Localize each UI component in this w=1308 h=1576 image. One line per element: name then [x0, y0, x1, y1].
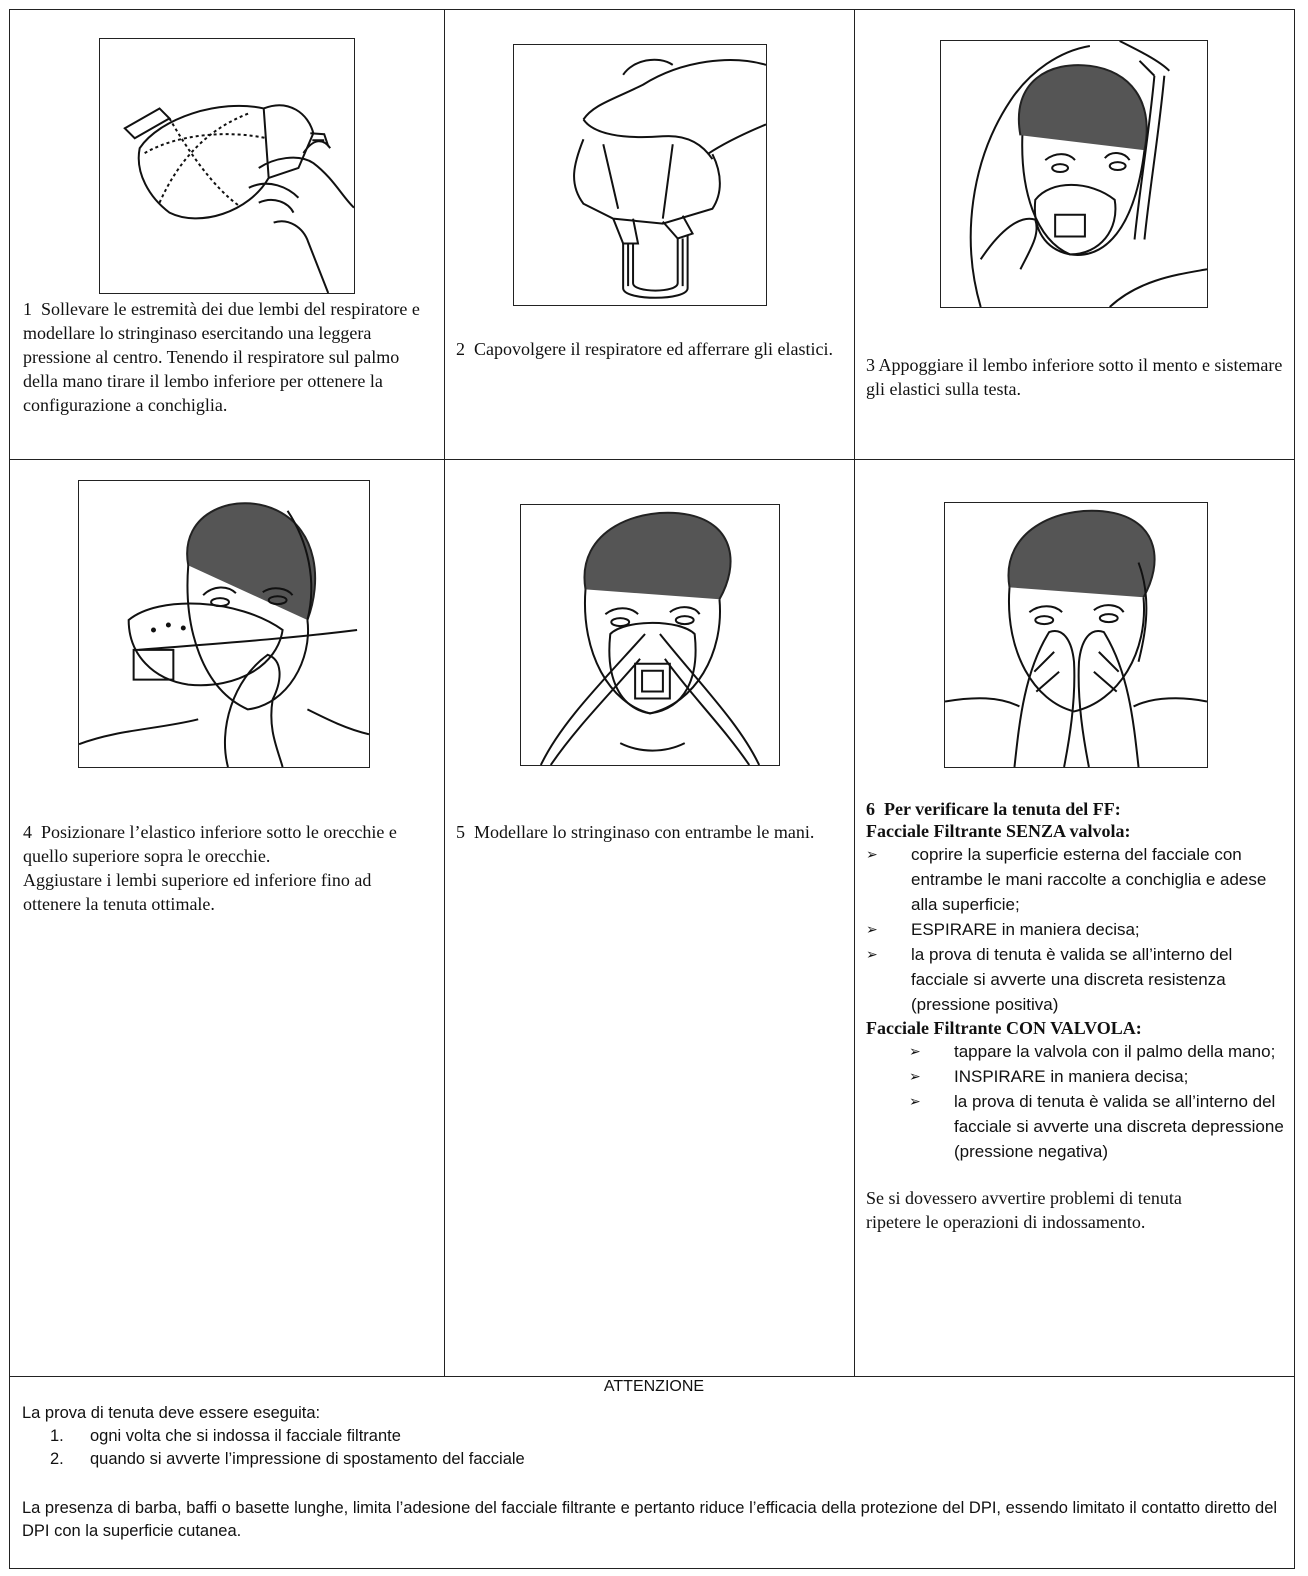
arrow-bullet-icon: ➢ — [866, 946, 878, 962]
step-text: Appoggiare il lembo inferiore sotto il mento e sistemare gli elastici sulla testa. — [866, 355, 1283, 399]
attention-intro: La prova di tenuta deve essere eseguita: — [22, 1404, 321, 1422]
step-2-illustration — [513, 44, 767, 306]
step-number: 1 — [23, 299, 32, 319]
step-4-illustration — [78, 480, 370, 768]
row-divider — [9, 1376, 1295, 1377]
row-divider — [9, 459, 1295, 460]
arrow-bullet-icon: ➢ — [909, 1093, 921, 1109]
arrow-bullet-icon: ➢ — [866, 921, 878, 937]
column-divider — [444, 9, 445, 1377]
attention-note: La presenza di barba, baffi o basette lunghe, limita l’adesione del facciale filtrante e pertanto riduce l’efficacia della protezione del DPI, essendo limitato il contatto diretto del DPI con la superficie cutanea. — [22, 1499, 1278, 1540]
step-number: 2 — [456, 339, 465, 359]
step-text: Posizionare l’elastico inferiore sotto le orecchie e quello superiore sopra le orecchie. — [23, 822, 397, 866]
step-text: Capovolgere il respiratore ed afferrare gli elastici. — [474, 339, 833, 359]
step-number: 3 — [866, 355, 875, 375]
step-1-illustration — [99, 38, 355, 294]
step-text-continued: Aggiustare i lembi superiore ed inferiore fino ad ottenere la tenuta ottimale. — [23, 870, 372, 914]
step-6-illustration — [944, 502, 1208, 768]
step-text: Modellare lo stringinaso con entrambe le mani. — [474, 822, 815, 842]
list-item: ➢ tappare la valvola con il palmo della mano; — [909, 1039, 1291, 1064]
step-4-caption — [23, 820, 433, 916]
list-item: 1. ogni volta che si indossa il facciale filtrante — [50, 1427, 401, 1445]
with-valve-list — [909, 1039, 1291, 1164]
column-divider — [854, 9, 855, 1377]
list-item: ➢ la prova di tenuta è valida se all’interno del facciale si avverte una discreta depressione (pressione negativa) — [909, 1089, 1291, 1164]
list-item: ➢ coprire la superficie esterna del facciale con entrambe le mani raccolte a conchiglia e adese alla superficie; — [866, 842, 1291, 917]
arrow-bullet-icon: ➢ — [909, 1068, 921, 1084]
no-valve-label: Facciale Filtrante SENZA valvola: — [866, 821, 1131, 841]
step-6-caption — [866, 798, 1291, 1234]
no-valve-list — [866, 842, 1291, 1017]
step-number: 5 — [456, 822, 465, 842]
step-heading: Per verificare la tenuta del FF: — [884, 799, 1121, 819]
step-6-footer: Se si dovessero avvertire problemi di tenuta ripetere le operazioni di indossamento. — [866, 1188, 1182, 1232]
step-number: 4 — [23, 822, 32, 842]
step-3-illustration — [940, 40, 1208, 308]
step-5-illustration — [520, 504, 780, 766]
step-2-caption — [456, 337, 841, 361]
step-text: Sollevare le estremità dei due lembi del respiratore e modellare lo stringinaso esercitando una leggera pressione al centro. Tenendo il respiratore sul palmo della mano tirare il lembo inferiore per ottenere la configurazione a conchiglia. — [23, 299, 420, 415]
arrow-bullet-icon: ➢ — [909, 1043, 921, 1059]
list-item: ➢ la prova di tenuta è valida se all’interno del facciale si avverte una discreta resistenza (pressione positiva) — [866, 942, 1291, 1017]
list-item: ➢ INSPIRARE in maniera decisa; — [909, 1064, 1291, 1089]
step-1-caption — [23, 297, 433, 417]
with-valve-label: Facciale Filtrante CON VALVOLA: — [866, 1018, 1142, 1038]
step-5-caption — [456, 820, 846, 844]
attention-list — [22, 1425, 1292, 1471]
step-number: 6 — [866, 799, 875, 819]
attention-title: ATTENZIONE — [603, 1378, 705, 1395]
arrow-bullet-icon: ➢ — [866, 846, 878, 862]
attention-section — [22, 1402, 1292, 1543]
list-item: ➢ ESPIRARE in maniera decisa; — [866, 917, 1291, 942]
step-3-caption — [866, 353, 1286, 401]
list-item: 2. quando si avverte l’impressione di spostamento del facciale — [50, 1450, 525, 1468]
